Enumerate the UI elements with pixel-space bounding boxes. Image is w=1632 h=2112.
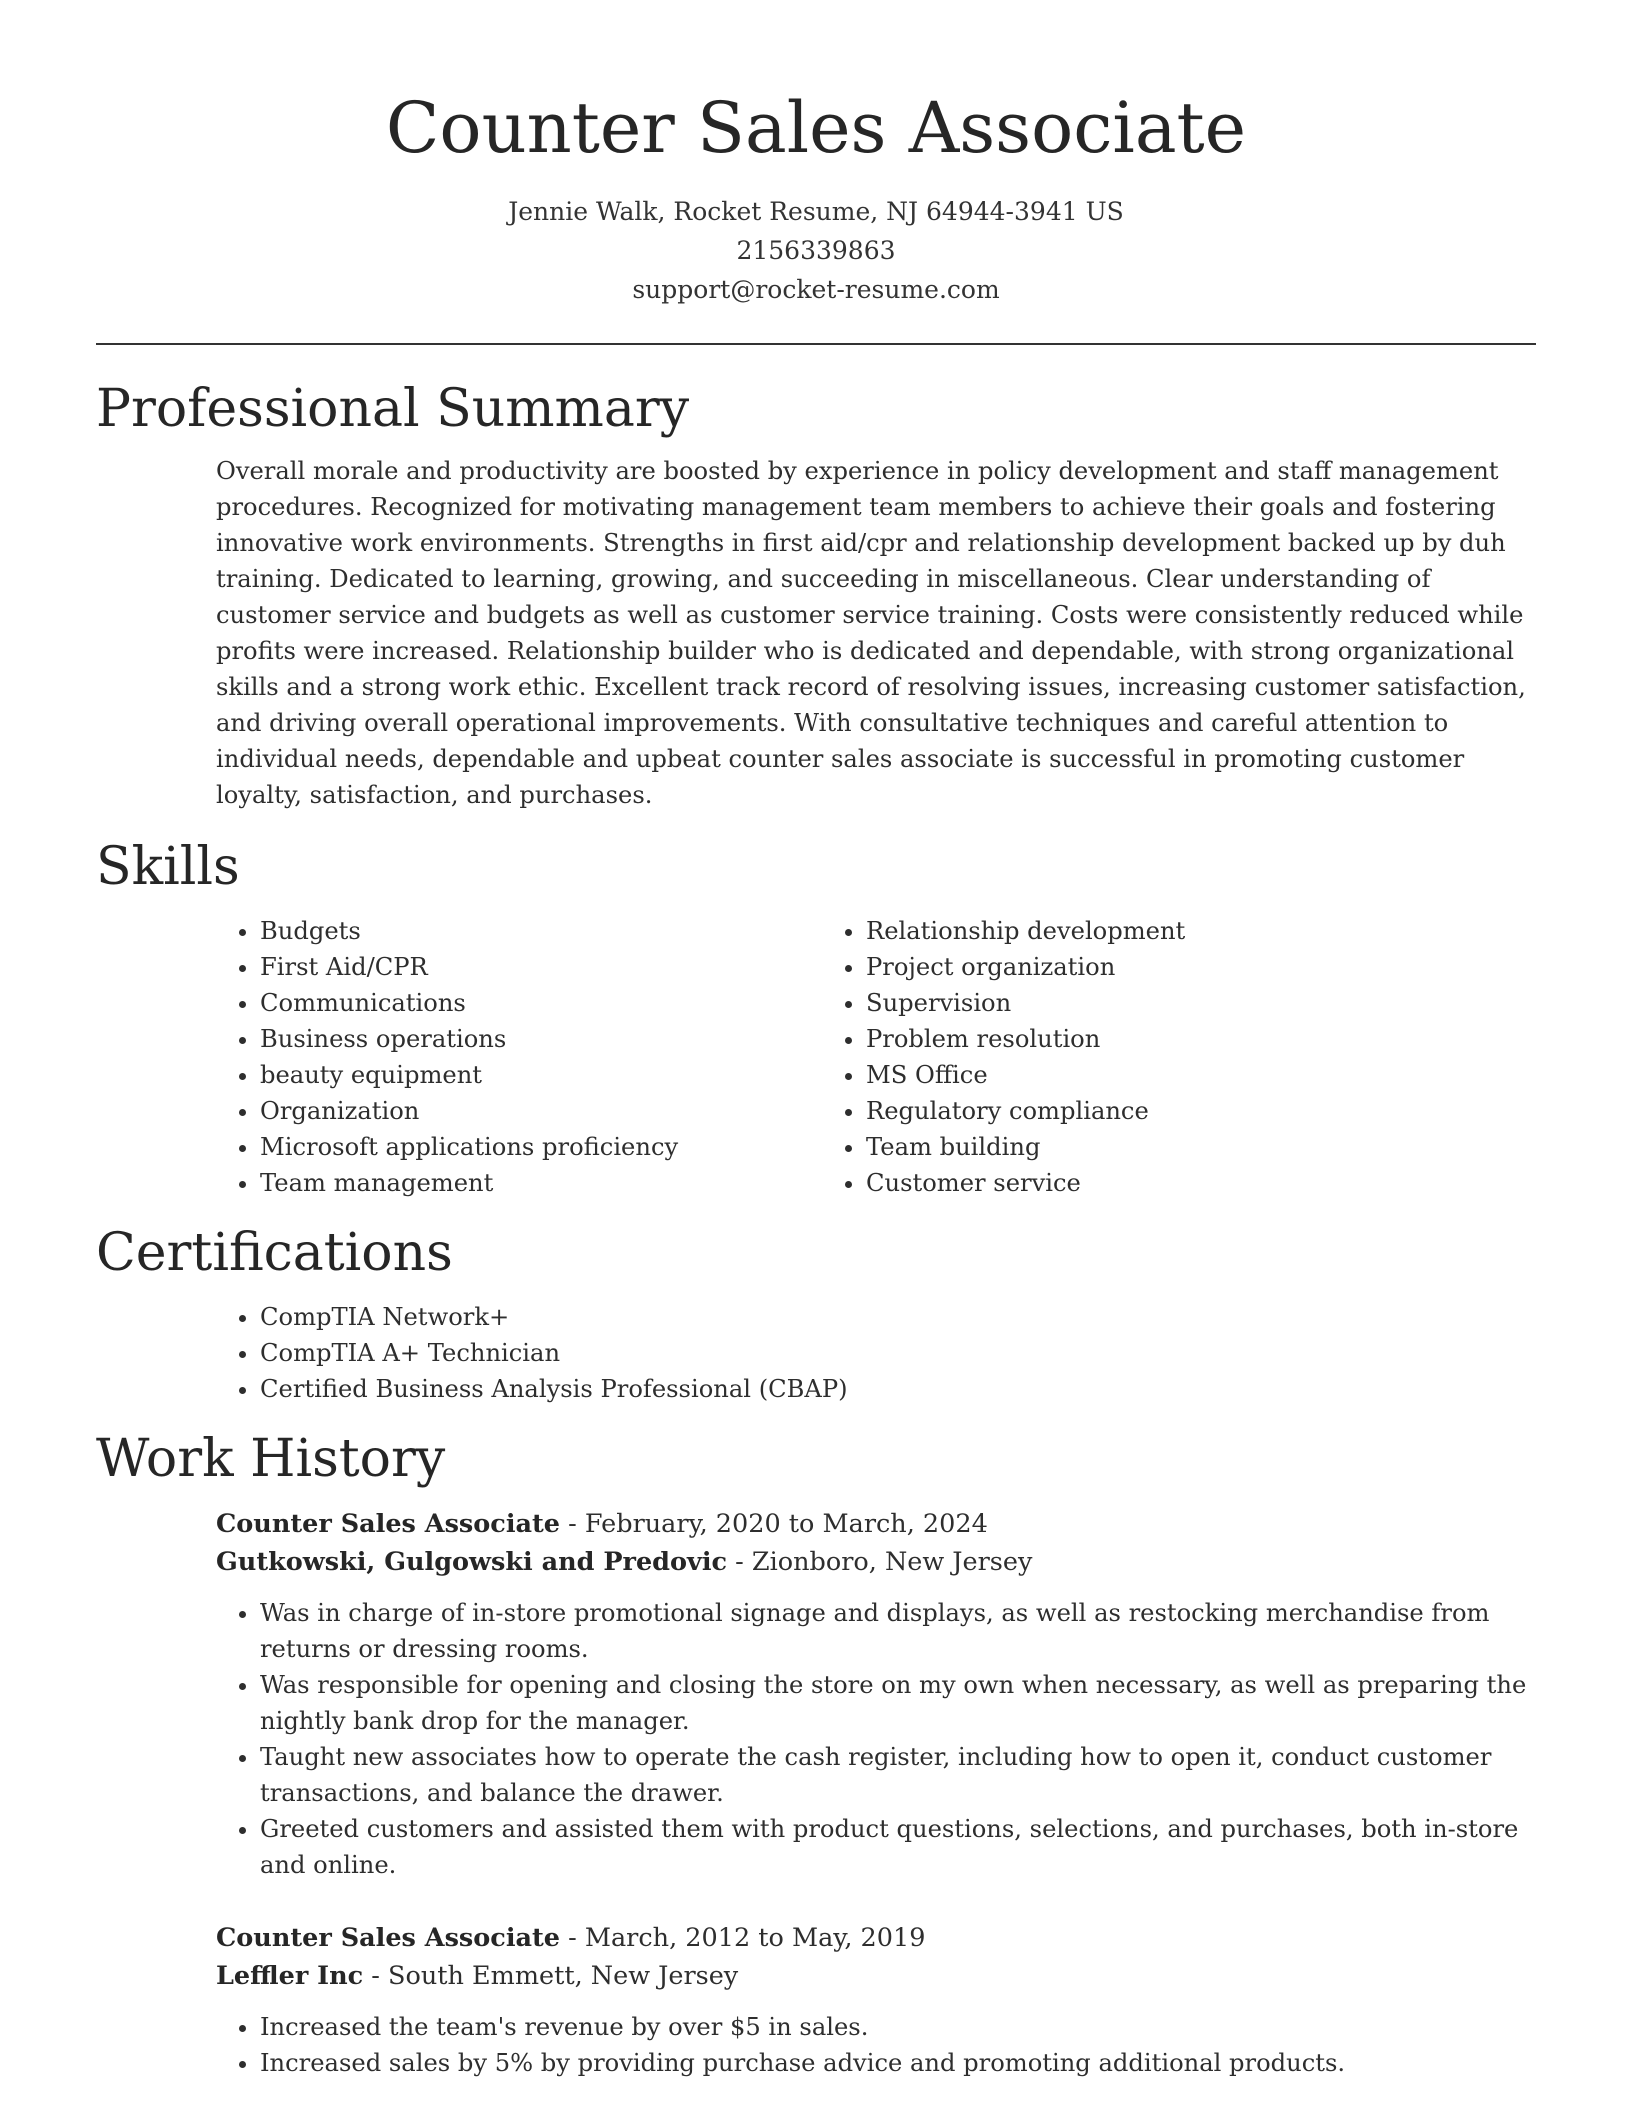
list-item: • Was responsible for opening and closing the store on my own when necessary, as well as preparing the nightly bank drop for the manager. bbox=[260, 1667, 1536, 1739]
list-item: • Increased the team's revenue by over $5 in sales. bbox=[260, 2009, 1536, 2045]
job-company-line bbox=[216, 1543, 1536, 1581]
contact-address: Jennie Walk, Rocket Resume, NJ 64944-3941 US bbox=[508, 197, 1124, 226]
list-item: • Team building bbox=[866, 1129, 1428, 1165]
summary-text: Overall morale and productivity are boosted by experience in policy development and staff management procedures. Recognized for motivating management team members to achieve their goals and fostering innovative work environments. Strengths in first aid/cpr and relationship development backed up by duh training. Dedicated to learning, growing, and succeeding in miscellaneous. Clear understanding of customer service and budgets as well as customer service training. Costs were consistently reduced while profits were increased. Relationship builder who is dedicated and dependable, with strong organizational skills and a strong work ethic. Excellent track record of resolving issues, increasing customer satisfaction, and driving overall operational improvements. With consultative techniques and careful attention to individual needs, dependable and upbeat counter sales associate is successful in promoting customer loyalty, satisfaction, and purchases. bbox=[216, 457, 1526, 809]
list-item: • Business operations bbox=[260, 1021, 822, 1057]
list-item: • Greeted customers and assisted them with product questions, selections, and purchases, both in-store and online. bbox=[260, 1811, 1536, 1883]
certifications-section bbox=[96, 1221, 1536, 1407]
job-title: Counter Sales Associate bbox=[216, 1509, 561, 1539]
list-item: • Microsoft applications proficiency bbox=[260, 1129, 822, 1165]
job-location: - South Emmett, New Jersey bbox=[363, 1961, 739, 1991]
resume-header bbox=[0, 0, 1632, 309]
job-title: Counter Sales Associate bbox=[216, 1923, 561, 1953]
list-item: • Organization bbox=[260, 1093, 822, 1129]
work-history-heading: Work History bbox=[96, 1429, 446, 1489]
list-item: • Regulatory compliance bbox=[866, 1093, 1428, 1129]
skills-list-right bbox=[822, 913, 1428, 1201]
job-entry bbox=[216, 1505, 1536, 1883]
skills-columns bbox=[216, 913, 1536, 1201]
skills-list-left bbox=[216, 913, 822, 1201]
work-history-section bbox=[96, 1427, 1536, 2081]
list-item: • First Aid/CPR bbox=[260, 949, 822, 985]
list-item: • Project organization bbox=[866, 949, 1428, 985]
list-item: • Increased sales by 5% by providing purchase advice and promoting additional products. bbox=[260, 2045, 1536, 2081]
contact-block bbox=[0, 192, 1632, 309]
list-item: • Was in charge of in-store promotional signage and displays, as well as restocking merchandise from returns or dressing rooms. bbox=[260, 1595, 1536, 1667]
summary-heading: Professional Summary bbox=[96, 379, 690, 439]
list-item: • Team management bbox=[260, 1165, 822, 1201]
job-bullets bbox=[216, 1595, 1536, 1883]
list-item: • Problem resolution bbox=[866, 1021, 1428, 1057]
list-item: • Customer service bbox=[866, 1165, 1428, 1201]
job-dates: - February, 2020 to March, 2024 bbox=[560, 1509, 988, 1539]
certifications-list bbox=[216, 1299, 1536, 1407]
certifications-heading: Certifications bbox=[96, 1223, 453, 1283]
job-entry bbox=[216, 1919, 1536, 2081]
skills-section bbox=[96, 835, 1536, 1201]
job-dates: - March, 2012 to May, 2019 bbox=[560, 1923, 926, 1953]
job-title-line bbox=[216, 1505, 1536, 1543]
contact-email: support@rocket-resume.com bbox=[632, 275, 1000, 304]
list-item: • CompTIA Network+ bbox=[260, 1299, 1536, 1335]
resume-title: Counter Sales Associate bbox=[385, 87, 1247, 169]
job-title-line bbox=[216, 1919, 1536, 1957]
skills-heading: Skills bbox=[96, 837, 240, 897]
contact-phone: 2156339863 bbox=[736, 236, 896, 265]
job-bullets bbox=[216, 2009, 1536, 2081]
list-item: • Communications bbox=[260, 985, 822, 1021]
list-item: • Certified Business Analysis Professional (CBAP) bbox=[260, 1371, 1536, 1407]
job-company: Leffler Inc bbox=[216, 1961, 364, 1991]
list-item: • Supervision bbox=[866, 985, 1428, 1021]
list-item: • Taught new associates how to operate the cash register, including how to open it, conduct customer transactions, and balance the drawer. bbox=[260, 1739, 1536, 1811]
job-company-line bbox=[216, 1957, 1536, 1995]
list-item: • MS Office bbox=[866, 1057, 1428, 1093]
summary-section bbox=[96, 377, 1536, 813]
list-item: • Relationship development bbox=[866, 913, 1428, 949]
list-item: • Budgets bbox=[260, 913, 822, 949]
list-item: • CompTIA A+ Technician bbox=[260, 1335, 1536, 1371]
list-item: • beauty equipment bbox=[260, 1057, 822, 1093]
job-company: Gutkowski, Gulgowski and Predovic bbox=[216, 1547, 728, 1577]
job-location: - Zionboro, New Jersey bbox=[727, 1547, 1033, 1577]
header-divider bbox=[96, 343, 1536, 345]
